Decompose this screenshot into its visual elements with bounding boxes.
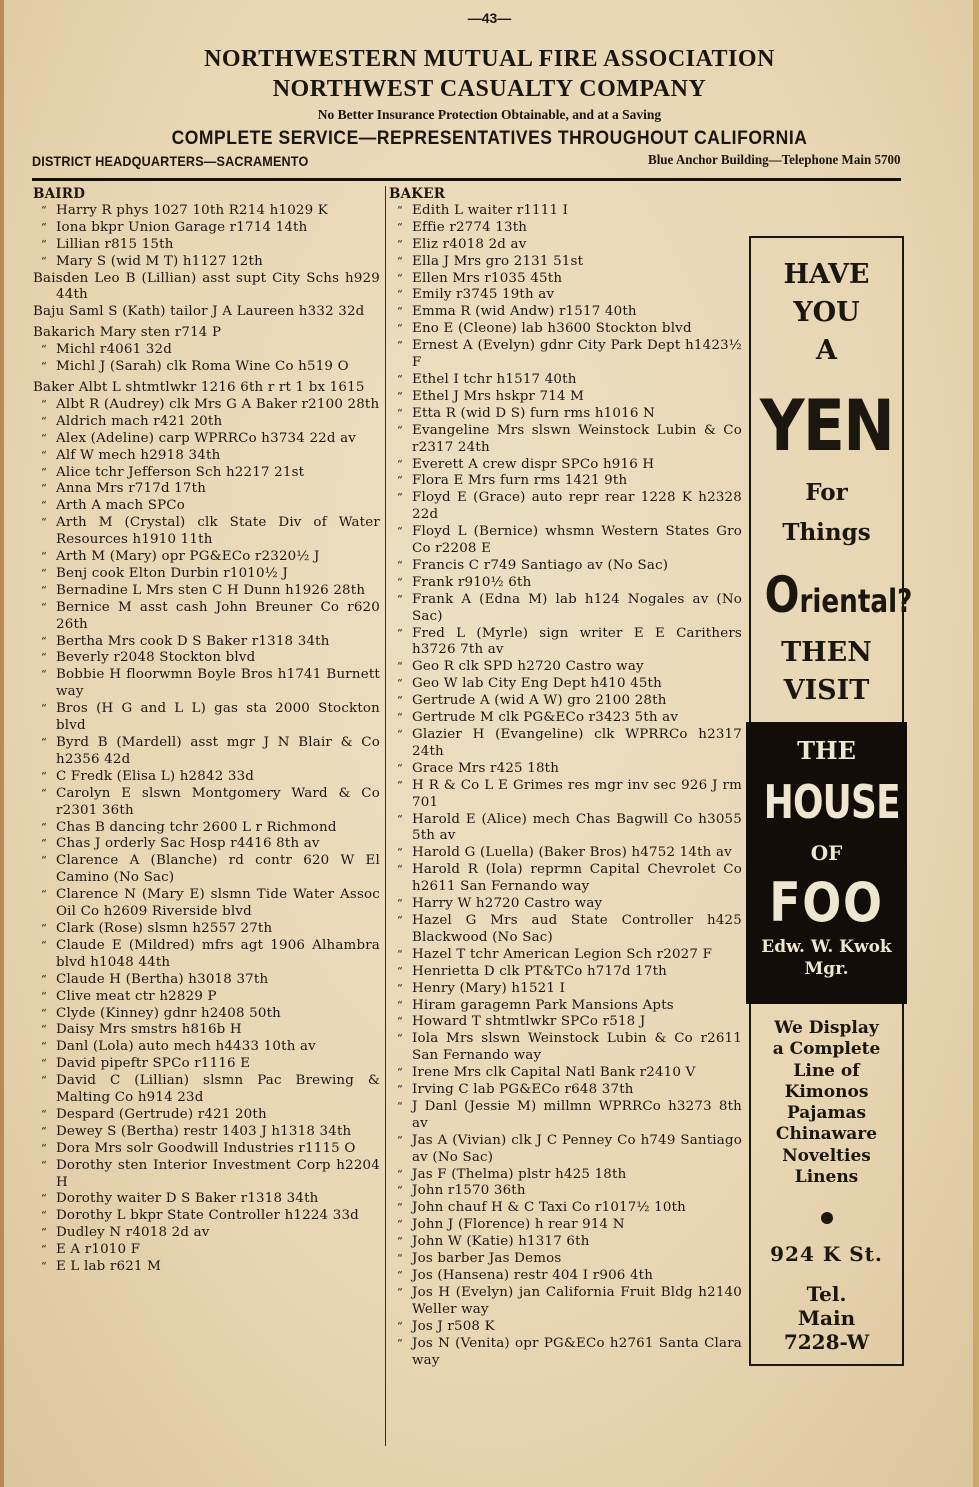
directory-entry [33, 769, 380, 786]
entry-text: Michl J (Sarah) clk Roma Wine Co h519 O [56, 359, 349, 375]
ad-product-line: Novelties [782, 1145, 871, 1166]
directory-entry [33, 549, 380, 566]
entry-text: Mary S (wid M T) h1127 12th [56, 253, 263, 269]
directory-entry [33, 359, 380, 376]
entry-text: Hiram garagemn Park Mansions Apts [412, 997, 674, 1013]
directory-entry [389, 761, 742, 778]
entry-text: Baju Saml S (Kath) tailor J A Laureen h332 32d [33, 304, 365, 320]
column-divider [385, 186, 386, 1446]
entry-text: John chauf H & C Taxi Co r1017½ 10th [412, 1200, 686, 1216]
directory-entry [33, 342, 380, 359]
ad-product-line: Pajamas [786, 1103, 867, 1124]
entry-text: Michl r4061 32d [56, 342, 173, 358]
entry-text: E L lab r621 M [56, 1259, 162, 1275]
directory-entry [33, 1191, 380, 1208]
entry-text: Aldrich mach r421 20th [56, 413, 223, 429]
directory-entry [33, 1208, 380, 1225]
ad-tel-exchange: Main [797, 1306, 856, 1331]
directory-entry [389, 1167, 742, 1184]
ad-yen: YEN [760, 385, 894, 467]
ad-of: OF [810, 841, 843, 865]
directory-entry-surname [33, 325, 380, 342]
directory-entry [33, 989, 380, 1006]
directory-entry [389, 727, 742, 761]
entry-text: Jos N (Venita) opr PG&ECo h2761 Santa Clara way [412, 1335, 742, 1368]
ad-things: Things [782, 519, 871, 546]
entry-text: Harold G (Luella) (Baker Bros) h4752 14th av [412, 845, 732, 861]
directory-entry [33, 448, 380, 465]
header-headquarters: DISTRICT HEADQUARTERS—SACRAMENTO [32, 153, 309, 169]
entry-text: Irene Mrs clk Capital Natl Bank r2410 V [412, 1065, 696, 1081]
directory-entry [33, 431, 380, 448]
entry-text: Albt R (Audrey) clk Mrs G A Baker r2100 28th [56, 396, 380, 412]
entry-text: Chas B dancing tchr 2600 L r Richmond [56, 819, 337, 835]
entry-text: Frank A (Edna M) lab h124 Nogales av (No Sac) [412, 591, 742, 624]
directory-entry [389, 321, 742, 338]
ad-product-line: Line of [793, 1060, 860, 1081]
entry-text: Evangeline Mrs slswn Weinstock Lubin & Co r2317 24th [412, 422, 742, 455]
entry-text: Dorothy waiter D S Baker r1318 34th [56, 1191, 319, 1207]
directory-entry [33, 1158, 380, 1192]
directory-entry [389, 812, 742, 846]
page-number: —43— [467, 10, 512, 26]
directory-entry [33, 515, 380, 549]
directory-entry [33, 481, 380, 498]
directory-entry [33, 1225, 380, 1242]
entry-text: Alf W mech h2918 34th [56, 447, 221, 463]
entry-text: Arth A mach SPCo [56, 498, 186, 514]
directory-entry [389, 862, 742, 896]
entry-text: Floyd L (Bernice) whsmn Western States Gro Co r2208 E [412, 524, 742, 557]
entry-text: Bobbie H floorwmn Boyle Bros h1741 Burnett way [56, 667, 380, 700]
directory-entry [33, 634, 380, 651]
directory-entry [389, 406, 742, 423]
entry-text: Flora E Mrs furn rms 1421 9th [412, 473, 628, 489]
entry-text: Ernest A (Evelyn) gdnr City Park Dept h1423½ F [412, 338, 742, 371]
directory-entry [33, 1073, 380, 1107]
directory-entry [389, 203, 742, 220]
entry-text: David C (Lillian) slsmn Pac Brewing & Malting Co h914 23d [56, 1073, 380, 1106]
directory-entry [389, 237, 742, 254]
directory-entry [389, 778, 742, 812]
entry-text: Harold E (Alice) mech Chas Bagwill Co h3055 5th av [412, 811, 742, 844]
ad-visit: VISIT [783, 675, 870, 706]
directory-entry [389, 1268, 742, 1285]
ad-a: A [816, 335, 837, 366]
ad-product-line: Chinaware [775, 1124, 878, 1145]
entry-text: Bros (H G and L L) gas sta 2000 Stockton blvd [56, 701, 380, 734]
directory-column-1 [33, 186, 380, 1276]
directory-entry [33, 786, 380, 820]
ad-manager-name: Edw. W. Kwok [761, 937, 892, 957]
entry-text: Dorothy L bkpr State Controller h1224 33d [56, 1208, 359, 1224]
directory-entry [389, 913, 742, 947]
ad-product-line: We Display [774, 1018, 879, 1038]
ad-tel-label: Tel. [806, 1282, 847, 1307]
directory-entry [33, 1039, 380, 1056]
directory-entry [389, 896, 742, 913]
directory-entry [33, 1056, 380, 1073]
entry-text: Gertrude A (wid A W) gro 2100 28th [412, 693, 667, 709]
entry-text: Clarence N (Mary E) slsmn Tide Water Assoc Oil Co h2609 Riverside blvd [56, 887, 380, 920]
entry-text: Lillian r815 15th [56, 236, 174, 252]
directory-entry [33, 938, 380, 972]
header-tagline: No Better Insurance Protection Obtainable, and at a Saving [317, 107, 662, 122]
bullet-icon [821, 1212, 833, 1224]
directory-entry [389, 626, 742, 660]
directory-entry [33, 237, 380, 254]
entry-text: Byrd B (Mardell) asst mgr J N Blair & Co h2356 42d [56, 735, 380, 767]
entry-text: John W (Katie) h1317 6th [412, 1234, 590, 1250]
entry-text: Floyd E (Grace) auto repr rear 1228 K h2328 22d [412, 490, 742, 523]
entry-text: Beverly r2048 Stockton blvd [56, 650, 256, 666]
directory-entry [389, 1217, 742, 1234]
entry-text: Clark (Rose) slsmn h2557 27th [56, 920, 273, 936]
directory-entry [389, 473, 742, 490]
entry-text: Clive meat ctr h2829 P [56, 988, 217, 1004]
directory-entry [33, 667, 380, 701]
directory-entry [389, 575, 742, 592]
ad-store-name-panel [746, 722, 907, 1004]
entry-text: Danl (Lola) auto mech h4433 10th av [56, 1039, 316, 1055]
entry-text: Chas J orderly Sac Hosp r4416 8th av [56, 836, 320, 852]
directory-entry [389, 1251, 742, 1268]
entry-list [33, 203, 380, 1276]
ad-then: THEN [781, 637, 872, 668]
directory-entry [389, 1336, 742, 1370]
entry-text: Dorothy sten Interior Investment Corp h2204 H [56, 1157, 380, 1190]
entry-text: Iola Mrs slswn Weinstock Lubin & Co r2611 San Fernando way [412, 1031, 742, 1064]
directory-entry [33, 1124, 380, 1141]
directory-entry [33, 1107, 380, 1124]
directory-entry [389, 1200, 742, 1217]
entry-text: Baisden Leo B (Lillian) asst supt City Schs h929 44th [33, 270, 380, 303]
entry-text: Bertha Mrs cook D S Baker r1318 34th [56, 633, 330, 649]
entry-text: Dewey S (Bertha) restr 1403 J h1318 34th [56, 1123, 352, 1139]
directory-entry [33, 1259, 380, 1276]
entry-text: Grace Mrs r425 18th [412, 760, 560, 776]
ad-for: For [805, 479, 848, 506]
directory-entry [389, 304, 742, 321]
entry-text: Arth M (Crystal) clk State Div of Water Resources h1910 11th [56, 515, 380, 548]
entry-text: Jos H (Evelyn) jan California Fruit Bldg h2140 Weller way [412, 1284, 742, 1317]
directory-entry [389, 981, 742, 998]
directory-entry [33, 735, 380, 769]
directory-entry [389, 676, 742, 693]
entry-text: Harry W h2720 Castro way [412, 896, 603, 912]
directory-entry [33, 220, 380, 237]
ad-product-list [751, 1004, 902, 1188]
directory-entry [389, 1099, 742, 1133]
directory-entry [389, 287, 742, 304]
header-service: COMPLETE SERVICE—REPRESENTATIVES THROUGHOUT CALIFORNIA [171, 128, 808, 149]
directory-entry [33, 600, 380, 634]
entry-text: Bernadine L Mrs sten C H Dunn h1926 28th [56, 582, 366, 598]
directory-entry [389, 220, 742, 237]
entry-text: Effie r2774 13th [412, 219, 528, 235]
directory-entry [33, 836, 380, 853]
directory-entry [389, 423, 742, 457]
directory-entry [389, 693, 742, 710]
entry-text: Harry R phys 1027 10th R214 h1029 K [56, 202, 329, 218]
entry-text: Carolyn E slswn Montgomery Ward & Co r2301 36th [56, 785, 380, 818]
ad-product-line: Linens [794, 1167, 859, 1188]
ad-you: YOU [793, 297, 860, 328]
directory-entry [389, 271, 742, 288]
entry-text: Geo W lab City Eng Dept h410 45th [412, 676, 662, 692]
entry-text: Bernice M asst cash John Breuner Co r620 26th [56, 599, 380, 632]
directory-entry [33, 254, 380, 271]
entry-text: Geo R clk SPD h2720 Castro way [412, 659, 644, 675]
ad-house: HOUSE [763, 775, 900, 829]
directory-entry [33, 820, 380, 837]
entry-text: Fred L (Myrle) sign writer E E Carithers h3726 7th av [412, 625, 742, 658]
entry-text: Eliz r4018 2d av [412, 236, 527, 252]
directory-entry [33, 1006, 380, 1023]
entry-text: Bakarich Mary sten r714 P [33, 325, 222, 341]
surname-heading: BAKER [389, 186, 446, 202]
entry-text: Howard T shtmtlwkr SPCo r518 J [412, 1014, 646, 1030]
directory-entry [389, 710, 742, 727]
entry-text: E A r1010 F [56, 1242, 141, 1258]
entry-text: Ella J Mrs gro 2131 51st [412, 253, 584, 269]
entry-text: Clarence A (Blanche) rd contr 620 W El Camino (No Sac) [56, 853, 380, 886]
directory-entry [389, 389, 742, 406]
entry-text: H R & Co L E Grimes res mgr inv sec 926 J rm 701 [412, 777, 742, 810]
entry-text: Hazel G Mrs aud State Controller h425 Blackwood (No Sac) [412, 912, 742, 945]
entry-text: Emily r3745 19th av [412, 287, 555, 303]
entry-text: Henry (Mary) h1521 I [412, 980, 566, 996]
directory-entry [33, 1022, 380, 1039]
directory-entry [33, 397, 380, 414]
entry-text: John J (Florence) h rear 914 N [412, 1217, 625, 1233]
entry-text: David pipeftr SPCo r1116 E [56, 1056, 251, 1072]
directory-entry [389, 1065, 742, 1082]
entry-text: Alice tchr Jefferson Sch h2217 21st [56, 464, 305, 480]
entry-text: Despard (Gertrude) r421 20th [56, 1106, 267, 1122]
entry-text: Ethel J Mrs hskpr 714 M [412, 388, 585, 404]
directory-entry [389, 338, 742, 372]
entry-text: Ellen Mrs r1035 45th [412, 270, 563, 286]
ad-product-line: Kimonos [784, 1081, 869, 1102]
ad-oriental-initial: O [764, 566, 800, 624]
ad-have: HAVE [783, 259, 870, 290]
directory-entry [33, 498, 380, 515]
directory-entry [33, 853, 380, 887]
ad-manager-title: Mgr. [804, 959, 849, 979]
directory-entry [389, 1183, 742, 1200]
directory-entry-surname [33, 380, 380, 397]
entry-text: Harold R (Iola) reprmn Capital Chevrolet Co h2611 San Fernando way [412, 862, 742, 895]
entry-text: Jas A (Vivian) clk J C Penney Co h749 Santiago av (No Sac) [412, 1132, 742, 1165]
directory-entry [33, 203, 380, 220]
header-company-2: NORTHWEST CASUALTY COMPANY [272, 76, 707, 102]
entry-text: Claude H (Bertha) h3018 37th [56, 971, 269, 987]
directory-entry [389, 1031, 742, 1065]
house-of-foo-advertisement [749, 236, 913, 1366]
entry-text: Eno E (Cleone) lab h3600 Stockton blvd [412, 321, 692, 337]
entry-text: Gertrude M clk PG&ECo r3423 5th av [412, 710, 679, 726]
entry-text: Anna Mrs r717d 17th [56, 481, 207, 497]
directory-entry [389, 254, 742, 271]
entry-text: Irving C lab PG&ECo r648 37th [412, 1082, 634, 1098]
ad-top-panel [749, 236, 913, 722]
entry-text: Alex (Adeline) carp WPRRCo h3734 22d av [56, 430, 357, 446]
entry-text: Ethel I tchr h1517 40th [412, 371, 577, 387]
directory-entry [33, 972, 380, 989]
directory-entry [33, 701, 380, 735]
entry-text: Hazel T tchr American Legion Sch r2027 F [412, 946, 713, 962]
entry-text: Arth M (Mary) opr PG&ECo r2320½ J [56, 549, 320, 565]
entry-text: Edith L waiter r1111 I [412, 202, 569, 218]
entry-text: John r1570 36th [412, 1183, 526, 1199]
directory-entry [389, 1234, 742, 1251]
directory-entry [389, 1319, 742, 1336]
entry-text: Daisy Mrs smstrs h816b H [56, 1022, 242, 1038]
ad-oriental [764, 566, 913, 624]
ad-tel-number: 7228-W [783, 1330, 870, 1355]
directory-entry [33, 566, 380, 583]
ad-bottom-panel [749, 1004, 904, 1366]
directory-entry [389, 1082, 742, 1099]
ad-oriental-rest: riental? [799, 582, 913, 620]
entry-text: Jos (Hansena) restr 404 I r906 4th [412, 1268, 654, 1283]
entry-text: Francis C r749 Santiago av (No Sac) [412, 557, 669, 573]
directory-entry [389, 964, 742, 981]
header-company-1: NORTHWESTERN MUTUAL FIRE ASSOCIATION [204, 46, 775, 72]
entry-text: Dudley N r4018 2d av [56, 1225, 210, 1241]
entry-text: C Fredk (Elisa L) h2842 33d [56, 768, 255, 784]
directory-entry [389, 1014, 742, 1031]
directory-entry [33, 465, 380, 482]
entry-text: Emma R (wid Andw) r1517 40th [412, 304, 637, 320]
entry-text: Baker Albt L shtmtlwkr 1216 6th r rt 1 bx 1615 [33, 379, 365, 395]
ad-foo: FOO [769, 871, 884, 934]
directory-entry [389, 372, 742, 389]
directory-entry [33, 887, 380, 921]
directory-entry [389, 592, 742, 626]
header-telephone: Blue Anchor Building—Telephone Main 5700 [648, 153, 901, 168]
entry-text: Glazier H (Evangeline) clk WPRRCo h2317 24th [412, 727, 742, 759]
entry-text: Henrietta D clk PT&TCo h717d 17th [412, 963, 667, 979]
entry-text: Iona bkpr Union Garage r1714 14th [56, 219, 308, 235]
ad-the: THE [797, 736, 856, 765]
entry-text: Dora Mrs solr Goodwill Industries r1115 O [56, 1140, 356, 1156]
entry-text: J Danl (Jessie M) millmn WPRRCo h3273 8th av [412, 1098, 742, 1131]
directory-entry [33, 1242, 380, 1259]
directory-entry-surname [33, 304, 380, 321]
directory-entry [33, 414, 380, 431]
ad-address: 924 K St. [770, 1242, 883, 1267]
entry-text: Benj cook Elton Durbin r1010½ J [56, 565, 288, 581]
directory-entry [389, 490, 742, 524]
directory-entry [33, 1141, 380, 1158]
entry-text: Claude E (Mildred) mfrs agt 1906 Alhambra blvd h1048 44th [56, 937, 380, 970]
directory-entry [33, 650, 380, 667]
directory-entry-surname [33, 271, 380, 305]
directory-entry [33, 583, 380, 600]
entry-text: Jos barber Jas Demos [412, 1251, 562, 1267]
ad-telephone [751, 1282, 902, 1354]
entry-text: Frank r910½ 6th [412, 574, 532, 590]
directory-entry [389, 659, 742, 676]
entry-list [389, 203, 742, 1370]
header-rule [32, 178, 901, 181]
ad-product-line: a Complete [772, 1039, 881, 1060]
directory-entry [389, 524, 742, 558]
entry-text: Etta R (wid D S) furn rms h1016 N [412, 405, 655, 421]
directory-column-2 [389, 186, 742, 1369]
directory-entry [389, 947, 742, 964]
directory-entry [389, 1285, 742, 1319]
entry-text: Jos J r508 K [412, 1318, 495, 1334]
entry-text: Everett A crew dispr SPCo h916 H [412, 456, 655, 472]
directory-entry [389, 558, 742, 575]
directory-entry [389, 998, 742, 1015]
directory-entry [33, 921, 380, 938]
surname-heading: BAIRD [33, 186, 86, 202]
entry-text: Jas F (Thelma) plstr h425 18th [412, 1166, 627, 1182]
directory-entry [389, 845, 742, 862]
directory-entry [389, 457, 742, 474]
directory-entry [389, 1133, 742, 1167]
entry-text: Clyde (Kinney) gdnr h2408 50th [56, 1005, 282, 1021]
